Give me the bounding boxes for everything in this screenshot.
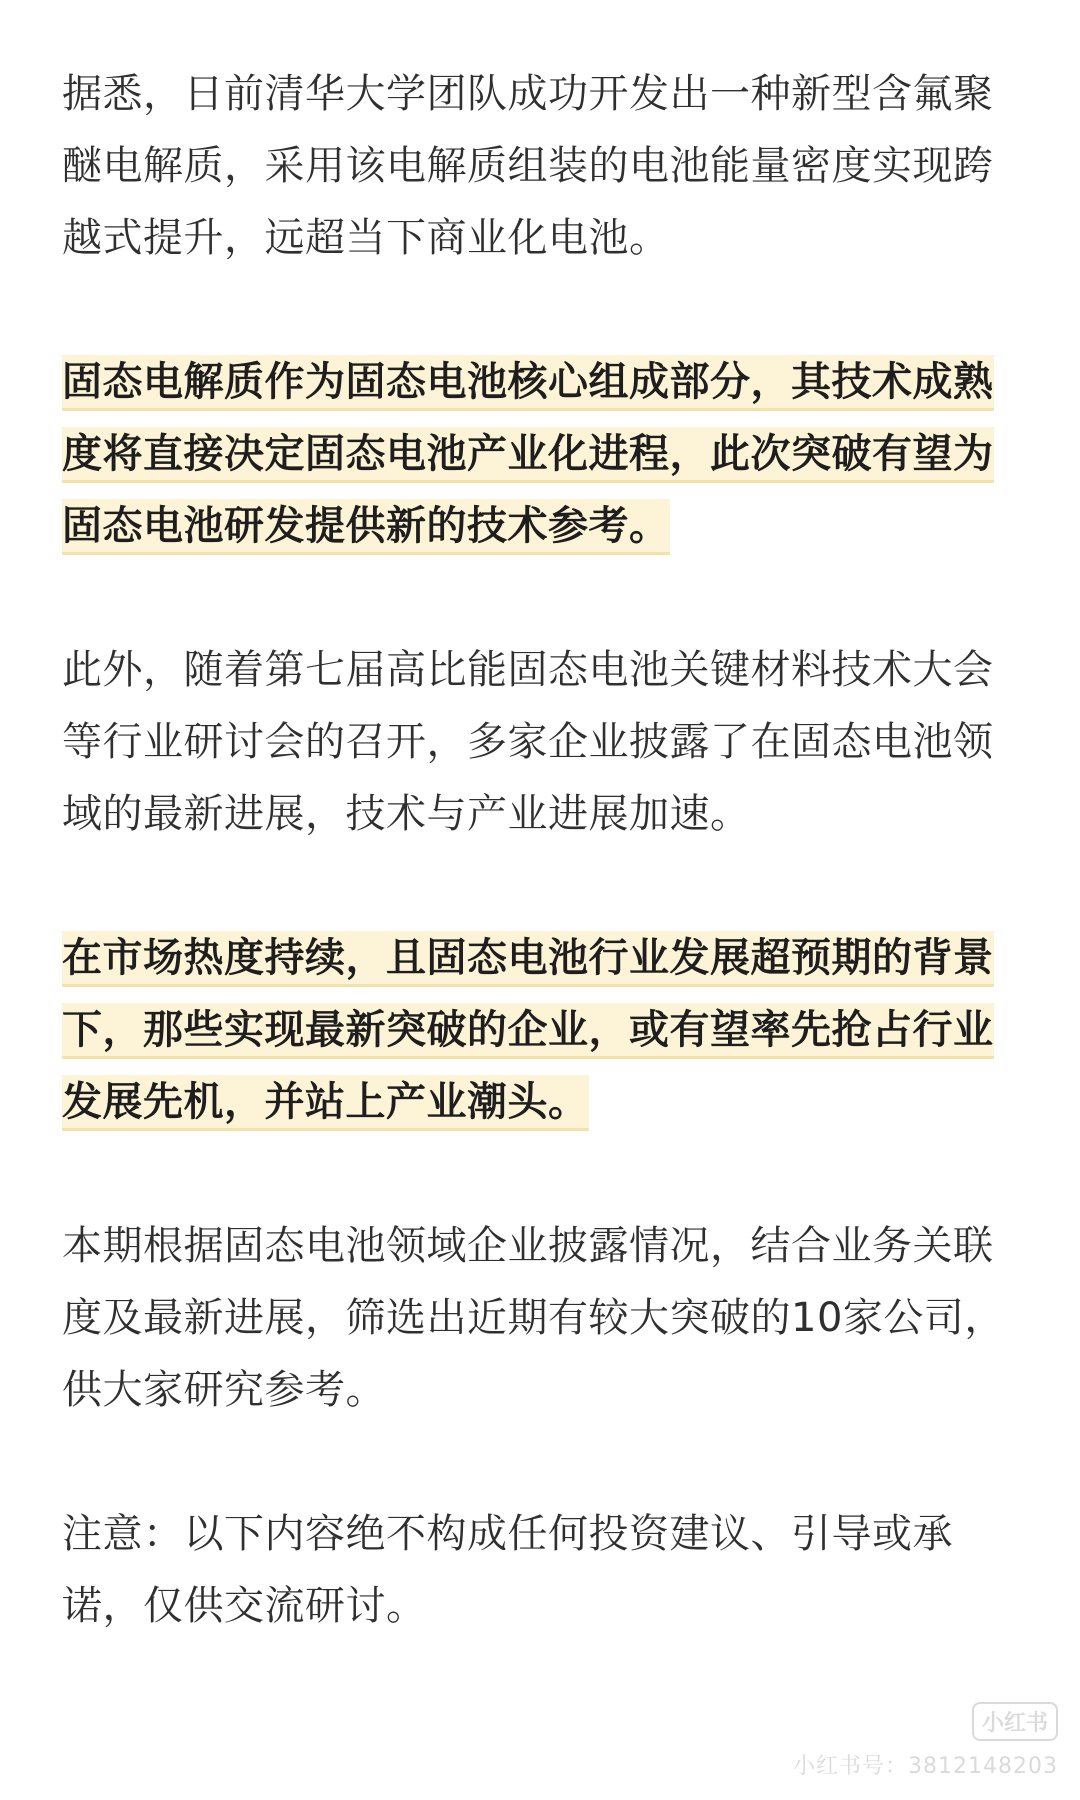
article-body xyxy=(62,58,1022,1642)
watermark-logo: 小红书 xyxy=(972,1702,1058,1741)
paragraph-selection-note xyxy=(62,1210,1022,1426)
paragraph-industry-progress xyxy=(62,634,1022,850)
paragraph-text: 据悉，日前清华大学团队成功开发出一种新型含氟聚醚电解质，采用该电解质组装的电池能量密度实现跨越式提升，远超当下商业化电池。 xyxy=(62,71,994,261)
highlighted-text: 在市场热度持续，且固态电池行业发展超预期的背景下，那些实现最新突破的企业，或有望率先抢占行业发展先机，并站上产业潮头。 xyxy=(62,931,994,1131)
highlighted-text: 固态电解质作为固态电池核心组成部分，其技术成熟度将直接决定固态电池产业化进程，此次突破有望为固态电池研发提供新的技术参考。 xyxy=(62,355,994,555)
highlighted-paragraph xyxy=(62,346,1022,562)
paragraph-text: 此外，随着第七届高比能固态电池关键材料技术大会等行业研讨会的召开，多家企业披露了在固态电池领域的最新进展，技术与产业进展加速。 xyxy=(62,647,994,837)
paragraph-disclaimer xyxy=(62,1498,1022,1642)
paragraph-intro xyxy=(62,58,1022,274)
highlighted-paragraph xyxy=(62,922,1022,1138)
watermark xyxy=(793,1702,1058,1780)
paragraph-text: 注意：以下内容绝不构成任何投资建议、引导或承诺，仅供交流研讨。 xyxy=(62,1511,953,1629)
watermark-account-id: 小红书号：3812148203 xyxy=(793,1754,1058,1779)
paragraph-text: 本期根据固态电池领域企业披露情况，结合业务关联度及最新进展，筛选出近期有较大突破的10家公司，供大家研究参考。 xyxy=(62,1223,1005,1413)
